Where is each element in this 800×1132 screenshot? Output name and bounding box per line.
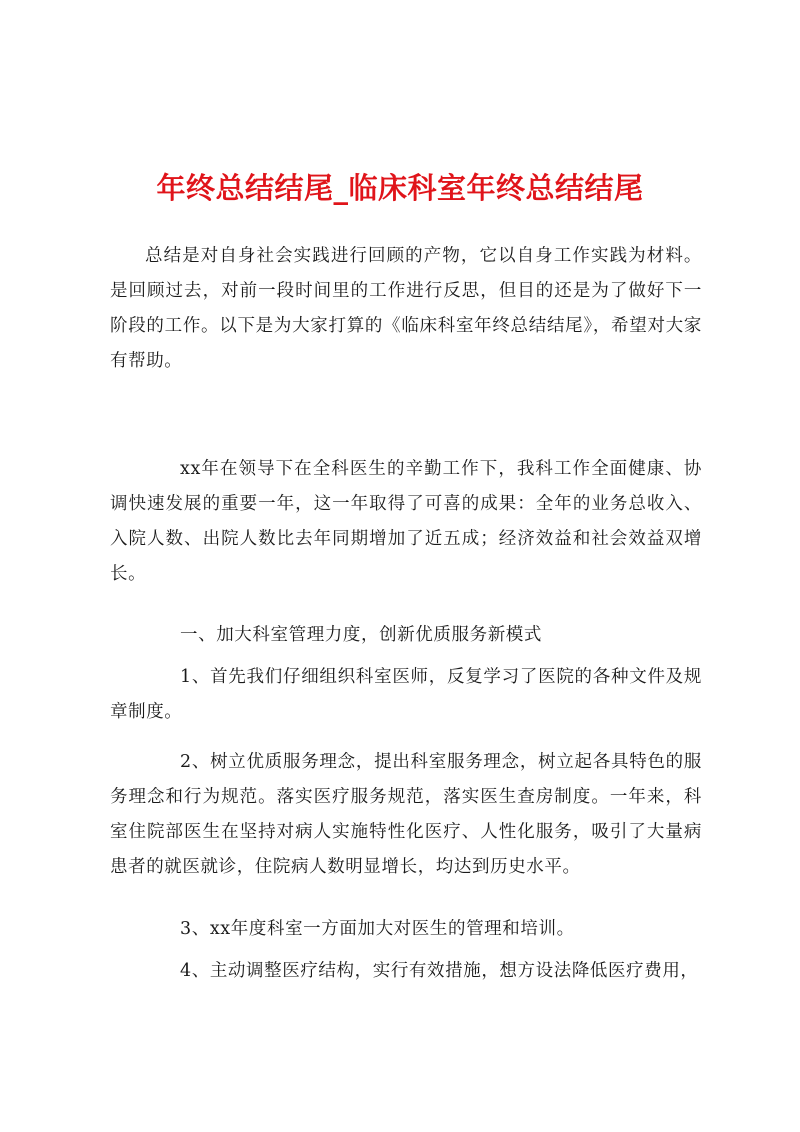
list-item-3: 3、xx年度科室一方面加大对医生的管理和培训。 <box>180 919 575 939</box>
document-title: 年终总结结尾_临床科室年终总结结尾 <box>156 171 644 205</box>
list-item-4: 4、主动调整医疗结构，实行有效措施，想方设法降低医疗费用， <box>180 961 699 981</box>
paragraph-summary: xx年在领导下在全科医生的辛勤工作下，我科工作全面健康、协调快速发展的重要一年，这一年取得了可喜的成果：全年的业务总收入、入院人数、出院人数比去年同期增加了近五成；经济效益和社会效益双增长。 <box>110 459 702 584</box>
list-item-2: 2、树立优质服务理念，提出科室服务理念，树立起各具特色的服务理念和行为规范。落实医疗服务规范，落实医生查房制度。一年来，科室住院部医生在坚持对病人实施特性化医疗、人性化服务，吸引了大量病患者的就医就诊，住院病人数明显增长，均达到历史水平。 <box>110 752 702 877</box>
paragraph-intro: 总结是对自身社会实践进行回顾的产物，它以自身工作实践为材料。是回顾过去，对前一段时间里的工作进行反思，但目的还是为了做好下一阶段的工作。以下是为大家打算的《临床科室年终总结结尾》，希望对大家有帮助。 <box>110 246 702 371</box>
section-heading-1: 一、加大科室管理力度，创新优质服务新模式 <box>180 625 542 645</box>
list-item-1: 1、首先我们仔细组织科室医师，反复学习了医院的各种文件及规章制度。 <box>110 667 702 722</box>
